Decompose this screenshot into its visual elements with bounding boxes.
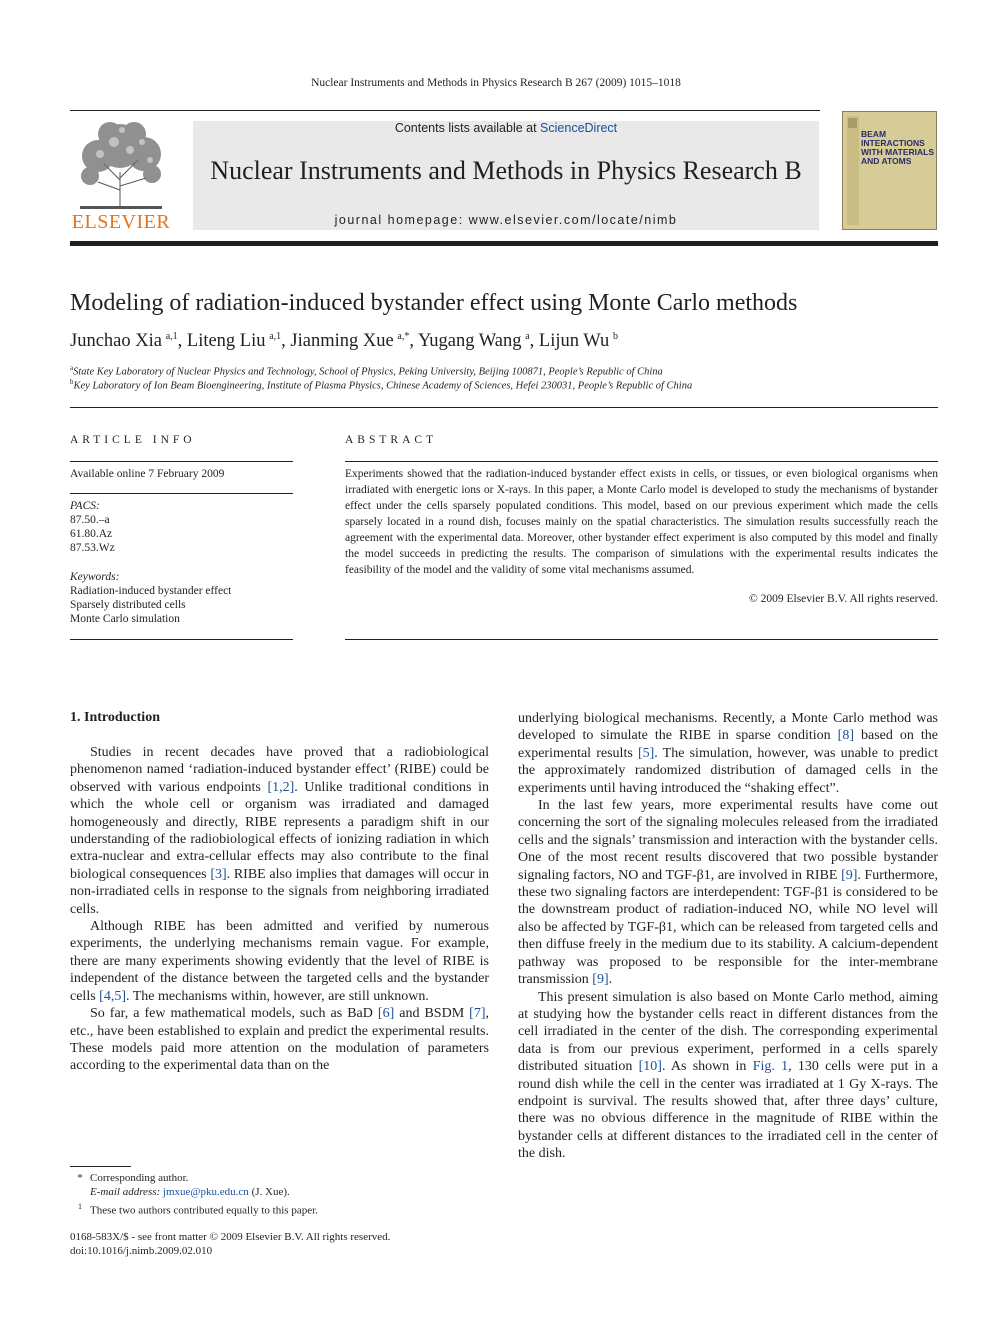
masthead-rule [70,241,938,246]
available-online: Available online 7 February 2009 [70,468,225,480]
header-rule [70,110,820,111]
keyword: Sparsely distributed cells [70,599,186,611]
text-run: This present simulation is also based on Monte Carlo method, aiming at studying how the bystander cells react in different distances from the cell irradiated in the center of the dish. The corresponding experimental data is from our previous experiment, performed in a cells sparely distributed situation [518,989,938,1075]
email-link[interactable]: jmxue@pku.edu.cn [162,1186,249,1198]
citation-link[interactable]: [4,5] [99,988,126,1004]
pacs-code: 87.50.–a [70,514,110,526]
affiliation-a: $^a$State Key Laboratory of Nuclear Physics and Technology, School of Physics, Peking University, Beijing 100871, People’s Republic of China [70,364,663,378]
citation-link[interactable]: [3] [210,866,227,882]
abstract-text: Experiments showed that the radiation-induced bystander effect exists in cells, or tissues, or even biological organisms when irradiated with energetic ions or X-rays. In this paper, a Monte Carlo model is developed to study the mechanisms of bystander effect under the cells sparsely populated conditions. This model, based on our previous experiment which made the cells sparsely located in a round dish, focuses mainly on the spatial characteristics. The simulation results successfully reach the agreement with the experimental data. Moreover, other bystander effect experiment is also computed by this model and finally the model succeeds in predicting the results. The comparison of simulations with the experimental results indicates the feasibility of the model and the validity of some vital mechanisms assumed. [345,468,938,576]
author: Lijun Wu $^b$ [538,331,618,352]
citation-link[interactable]: [8] [837,728,854,744]
keywords-block [70,570,293,626]
pacs-label: PACS: [70,500,100,512]
text-run: So far, a few mathematical models, such as BaD [90,1006,378,1022]
text-run: Although RIBE has been admitted and verified by numerous experiments, the underlying mechanisms remain vague. For example, there are many experiments showing evidently that the level of RIBE is independent of the distance between the targeted cells and the bystander cells [70,919,489,1004]
author: Junchao Xia $^{a,1}$, [70,331,187,352]
doi-line[interactable]: doi:10.1016/j.nimb.2009.02.010 [70,1245,213,1257]
footnote-corresponding: * Corresponding author. [77,1172,189,1184]
elsevier-logo [70,120,172,232]
sciencedirect-link[interactable]: ScienceDirect [540,121,618,135]
citation-link[interactable]: [9] [841,867,858,883]
abstract-heading: ABSTRACT [345,434,438,446]
issn-line: 0168-583X/$ - see front matter © 2009 Elsevier B.V. All rights reserved. [70,1231,391,1243]
article-info-heading: ARTICLE INFO [70,434,196,446]
citation-link[interactable]: [7] [469,1006,486,1022]
keywords-label: Keywords: [70,571,120,583]
text-run: , etc., have been established to explain and predict the experimental results. These models paid more attention on the modulation of parameters according to the experimental data than on the [70,1006,489,1074]
affiliation-b: $^b$Key Laboratory of Ion Beam Bioengineering, Institute of Plasma Physics, Chinese Academy of Sciences, Hefei 230031, People’s Republic of China [70,378,693,392]
article-title: Modeling of radiation-induced bystander effect using Monte Carlo methods [70,290,798,316]
contents-prefix: Contents lists available at [394,121,541,135]
journal-homepage[interactable]: journal homepage: www.elsevier.com/locate/nimb [334,213,678,227]
elsevier-wordmark: ELSEVIER [71,211,171,233]
keyword: Radiation-induced bystander effect [70,585,232,597]
text-run: . RIBE also implies that damages will occur in non-irradiated cells in response to the signals from neighboring irradiated cells. [70,866,489,917]
text-run: based on the experimental results [518,728,939,761]
article-info-rule [70,639,293,640]
keyword: Monte Carlo simulation [70,613,180,625]
text-run: . Unlike traditional conditions in which the whole cell or organism was irradiated and damaged homogeneously and directly, RIBE represents a paradigm shift in our understanding of the radiobiological effects of ionizing radiation in which extra-nuclear and extra-cellular effects may also contribute to the final biological consequences [70,779,489,882]
author: Jianming Xue $^{a,*}$, [290,331,418,352]
article-info-rule [70,493,293,494]
text-run: . [608,972,613,988]
title-rule [70,407,938,408]
paragraph [70,1005,489,1075]
text-run: . The simulation, however, was unable to predict the approximately randomized distribution of damaged cells in the experiments until having introduced the “shaking effect”. [518,745,938,796]
abstract-rule [345,639,938,640]
paragraph [70,918,489,1005]
text-run: . Furthermore, these two signaling factors are interdependent: TGF-β1 is considered to be the downstream product of radiation-induced NO, while NO level will also be affected by TGF-β1, which can be released from targeted cells and then diffuse freely in the medium due to its stability. A calcium-dependent pathway was proposed to be responsible for the inter-membrane transmission [518,867,938,988]
pacs-code: 87.53.Wz [70,542,115,554]
text-run: underlying biological mechanisms. Recently, a Monte Carlo method was developed to simulate the RIBE in sparse condition [518,711,938,744]
footnote-equal: $^1$ These two authors contributed equally to this paper. [78,1202,318,1217]
citation-link[interactable]: Fig. 1 [752,1059,789,1075]
body-column-left [70,744,489,1075]
journal-name: Nuclear Instruments and Methods in Physics Research B [210,156,802,185]
text-run: . The mechanisms within, however, are still unknown. [125,988,429,1004]
paragraph [518,797,938,988]
citation-link[interactable]: [6] [377,1006,395,1022]
citation-link[interactable]: [1,2] [267,779,295,795]
author: Yugang Wang $^a$, [417,331,539,352]
abstract-rule [345,461,938,462]
text-run: , 130 cells were put in a round dish while the cell in the center was irradiated at 1 Gy X-rays. The endpoint is survival. The results showed that, after three days’ culture, there was no obvious difference in the magnitude of RIBE within the bystander cells at different distances to the irradiated cell in the center of the dish. [518,1059,938,1162]
running-header: Nuclear Instruments and Methods in Physics Research B 267 (2009) 1015–1018 [311,77,681,89]
text-run: and BSDM [394,1006,470,1022]
paragraph [518,710,938,797]
cover-title: BEAM INTERACTIONS WITH MATERIALS AND ATOMS [861,129,935,166]
article-info-rule [70,461,293,462]
abstract-copyright: © 2009 Elsevier B.V. All rights reserved. [749,593,938,605]
author: Liteng Liu $^{a,1}$, [186,331,291,352]
citation-link[interactable]: [10] [638,1059,662,1075]
footnote-rule [70,1166,131,1167]
elsevier-tree-icon [70,120,172,212]
contents-line [193,121,819,135]
paragraph [518,989,938,1163]
pacs-block [70,499,293,555]
footnote-email: E-mail address: jmxue@pku.edu.cn (J. Xue). [90,1186,290,1198]
text-run: In the last few years, more experimental results have come out concerning the sort of the signaling molecules released from the irradiated cells and the signals’ transmission and interaction with the bystander cells. One of the most recent results discovered that two possible bystander signaling factors, NO and TGF-β1, are involved in RIBE [518,798,938,883]
paragraph [70,744,489,918]
text-run: Studies in recent decades have proved that a radiobiological phenomenon named ‘radiation-induced bystander effect’ (RIBE) could be observed with various endpoints [70,745,489,795]
pacs-code: 61.80.Az [70,528,113,540]
citation-link[interactable]: [5] [637,745,655,761]
journal-cover [842,111,937,230]
section-heading: 1. Introduction [70,710,160,725]
author-list [70,331,618,352]
citation-link[interactable]: [9] [592,972,609,988]
body-column-right [518,710,938,1163]
text-run: . As shown in [661,1059,753,1075]
